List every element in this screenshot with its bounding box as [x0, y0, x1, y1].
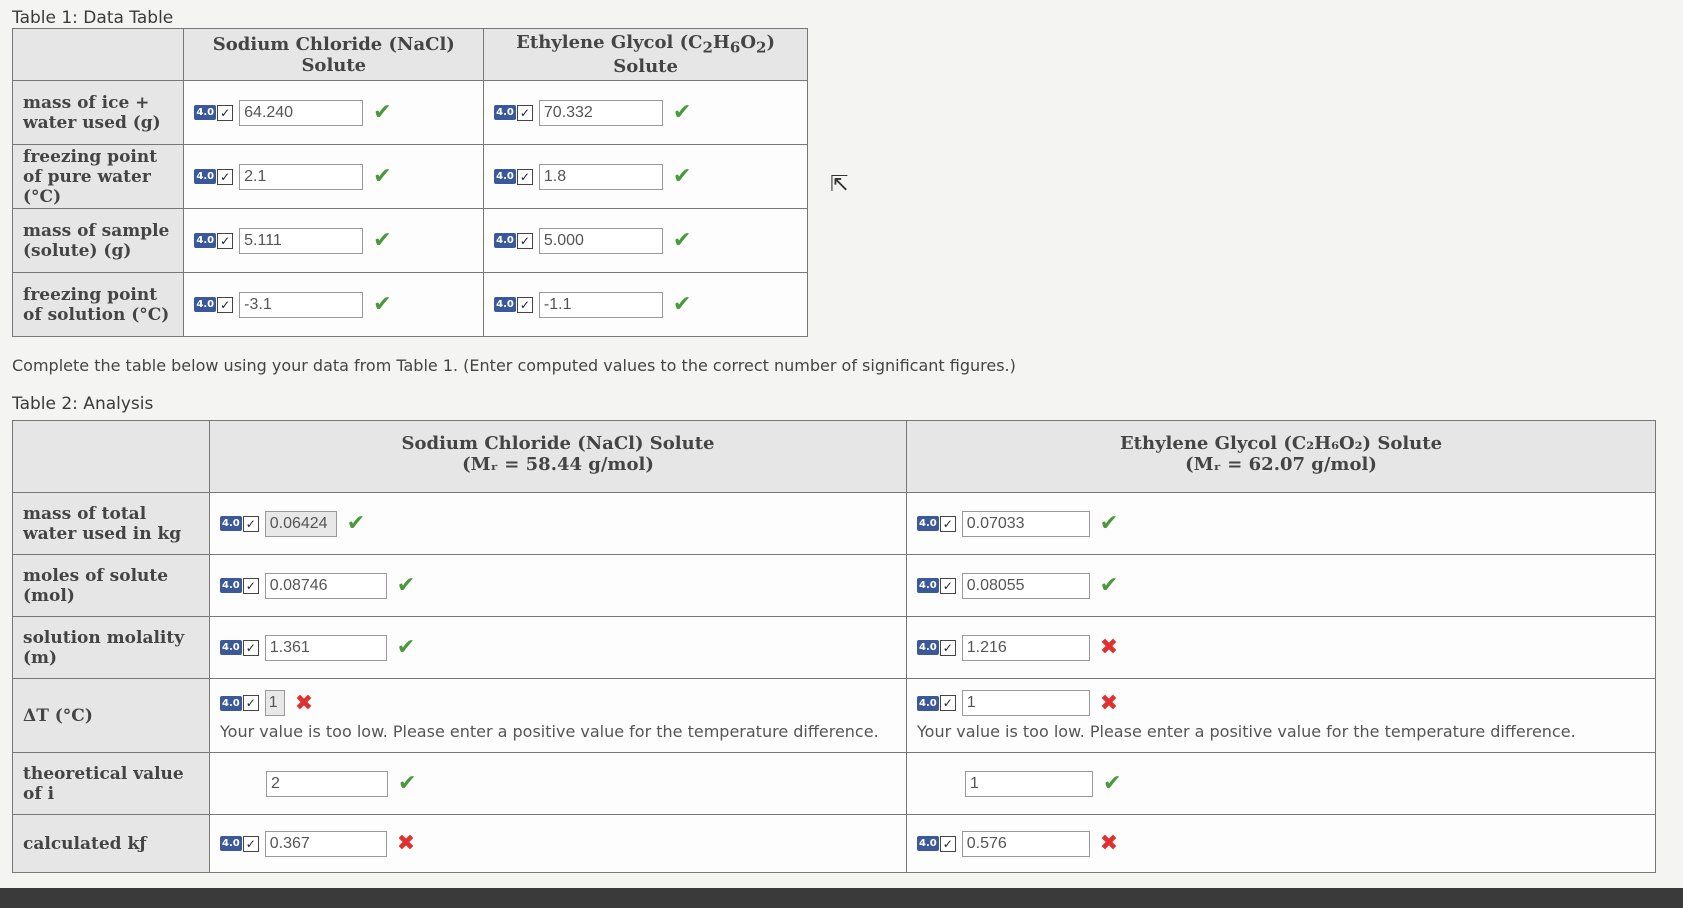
- correct-check-icon: ✔: [672, 100, 692, 125]
- check-icon: ✓: [217, 169, 233, 185]
- moles-solute-eg-input[interactable]: 0.08055: [962, 573, 1090, 599]
- correct-check-icon: ✔: [1099, 573, 1119, 598]
- version-badge[interactable]: 4.0 ✓: [494, 169, 533, 185]
- row-label-fp-water: freezing point of pure water (°C): [13, 145, 184, 209]
- correct-check-icon: ✔: [396, 573, 416, 598]
- incorrect-x-icon: ✖: [396, 831, 416, 856]
- correct-check-icon: ✔: [398, 771, 417, 796]
- theoretical-i-eg-input[interactable]: 1: [965, 771, 1093, 797]
- correct-check-icon: ✔: [672, 164, 692, 189]
- error-message: Your value is too low. Please enter a positive value for the temperature difference.: [917, 722, 1576, 741]
- version-badge[interactable]: 4.0 ✓: [917, 695, 956, 711]
- incorrect-x-icon: ✖: [1099, 831, 1119, 856]
- version-badge[interactable]: 4.0 ✓: [494, 105, 533, 121]
- check-icon: ✓: [940, 578, 956, 594]
- version-badge[interactable]: 4.0 ✓: [220, 695, 259, 711]
- version-badge[interactable]: 4.0 ✓: [220, 516, 259, 532]
- version-badge[interactable]: 4.0 ✓: [194, 297, 233, 313]
- mass-ice-eg-input[interactable]: 70.332: [539, 100, 663, 126]
- row-label-theoretical-i: theoretical value of i: [13, 753, 210, 815]
- check-icon: ✓: [517, 105, 533, 121]
- mass-water-kg-eg-input[interactable]: 0.07033: [962, 511, 1090, 537]
- check-icon: ✓: [940, 836, 956, 852]
- incorrect-x-icon: ✖: [1099, 690, 1119, 716]
- version-badge[interactable]: 4.0 ✓: [220, 640, 259, 656]
- check-icon: ✓: [517, 297, 533, 313]
- check-icon: ✓: [217, 233, 233, 249]
- analysis-table: [12, 420, 1656, 873]
- calculated-kf-eg-input[interactable]: 0.576: [962, 831, 1090, 857]
- mass-ice-nacl-input[interactable]: 64.240: [239, 100, 363, 126]
- row-label-calculated-kf: calculated kƒ: [13, 815, 210, 873]
- mass-sample-eg-input[interactable]: 5.000: [539, 228, 663, 254]
- fp-solution-nacl-input[interactable]: -3.1: [239, 292, 363, 318]
- fp-solution-eg-input[interactable]: -1.1: [539, 292, 663, 318]
- version-badge[interactable]: 4.0 ✓: [194, 105, 233, 121]
- row-label-mass-ice: mass of ice + water used (g): [13, 81, 184, 145]
- data-table: [12, 28, 808, 337]
- nacl-header: Sodium Chloride (NaCl) Solute: [184, 29, 484, 81]
- fp-water-nacl-input[interactable]: 2.1: [239, 164, 363, 190]
- incorrect-x-icon: ✖: [1099, 635, 1119, 660]
- mass-water-kg-nacl-input[interactable]: 0.06424: [265, 511, 337, 537]
- correct-check-icon: ✔: [373, 292, 392, 317]
- delta-t-nacl-input[interactable]: 1: [265, 690, 285, 716]
- version-badge[interactable]: 4.0 ✓: [220, 578, 259, 594]
- incorrect-x-icon: ✖: [294, 690, 314, 716]
- calculated-kf-nacl-input[interactable]: 0.367: [265, 831, 387, 857]
- check-icon: ✓: [243, 836, 259, 852]
- check-icon: ✓: [243, 516, 259, 532]
- version-badge[interactable]: 4.0 ✓: [917, 578, 956, 594]
- mass-sample-nacl-input[interactable]: 5.111: [239, 228, 363, 254]
- row-label-mass-sample: mass of sample (solute) (g): [13, 209, 184, 273]
- row-label-molality: solution molality (m): [13, 617, 210, 679]
- version-badge[interactable]: 4.0 ✓: [194, 169, 233, 185]
- version-badge[interactable]: 4.0 ✓: [220, 836, 259, 852]
- row-label-moles-solute: moles of solute (mol): [13, 555, 210, 617]
- correct-check-icon: ✔: [1099, 511, 1119, 536]
- correct-check-icon: ✔: [373, 164, 392, 189]
- correct-check-icon: ✔: [373, 228, 392, 253]
- version-badge[interactable]: 4.0 ✓: [917, 640, 956, 656]
- version-badge[interactable]: 4.0 ✓: [917, 516, 956, 532]
- correct-check-icon: ✔: [396, 635, 416, 660]
- check-icon: ✓: [243, 578, 259, 594]
- row-label-mass-water-kg: mass of total water used in kg: [13, 493, 210, 555]
- molality-nacl-input[interactable]: 1.361: [265, 635, 387, 661]
- version-badge[interactable]: 4.0 ✓: [494, 233, 533, 249]
- correct-check-icon: ✔: [672, 292, 692, 317]
- moles-solute-nacl-input[interactable]: 0.08746: [265, 573, 387, 599]
- check-icon: ✓: [243, 640, 259, 656]
- eg-analysis-header: Ethylene Glycol (C₂H₆O₂) Solute (Mᵣ = 62.07 g/mol): [907, 421, 1656, 493]
- delta-t-eg-input[interactable]: 1: [962, 690, 1090, 716]
- version-badge[interactable]: 4.0 ✓: [917, 836, 956, 852]
- eg-header: Ethylene Glycol $(C_2H_6O_2)$ Solute: [484, 29, 808, 81]
- version-badge[interactable]: 4.0 ✓: [194, 233, 233, 249]
- table2-caption: Table 2: Analysis: [12, 394, 154, 414]
- error-message: Your value is too low. Please enter a positive value for the temperature difference.: [220, 722, 879, 741]
- check-icon: ✓: [217, 105, 233, 121]
- molality-eg-input[interactable]: 1.216: [962, 635, 1090, 661]
- correct-check-icon: ✔: [373, 100, 392, 125]
- version-badge[interactable]: 4.0 ✓: [494, 297, 533, 313]
- check-icon: ✓: [243, 695, 259, 711]
- correct-check-icon: ✔: [346, 511, 366, 536]
- bottom-bar: [0, 888, 1683, 908]
- row-label-delta-t: ΔT (°C): [13, 679, 210, 753]
- theoretical-i-nacl-input[interactable]: 2: [266, 771, 388, 797]
- check-icon: ✓: [517, 233, 533, 249]
- row-label-fp-solution: freezing point of solution (°C): [13, 273, 184, 337]
- check-icon: ✓: [940, 640, 956, 656]
- check-icon: ✓: [517, 169, 533, 185]
- correct-check-icon: ✔: [672, 228, 692, 253]
- instructions-text: Complete the table below using your data from Table 1. (Enter computed values to the correct number of significant figures.): [12, 356, 1016, 375]
- check-icon: ✓: [940, 516, 956, 532]
- nacl-analysis-header: Sodium Chloride (NaCl) Solute (Mᵣ = 58.44 g/mol): [210, 421, 907, 493]
- check-icon: ✓: [940, 695, 956, 711]
- mouse-cursor-icon: ⇱: [830, 172, 849, 197]
- correct-check-icon: ✔: [1103, 771, 1122, 796]
- table1-caption: Table 1: Data Table: [12, 8, 174, 28]
- fp-water-eg-input[interactable]: 1.8: [539, 164, 663, 190]
- check-icon: ✓: [217, 297, 233, 313]
